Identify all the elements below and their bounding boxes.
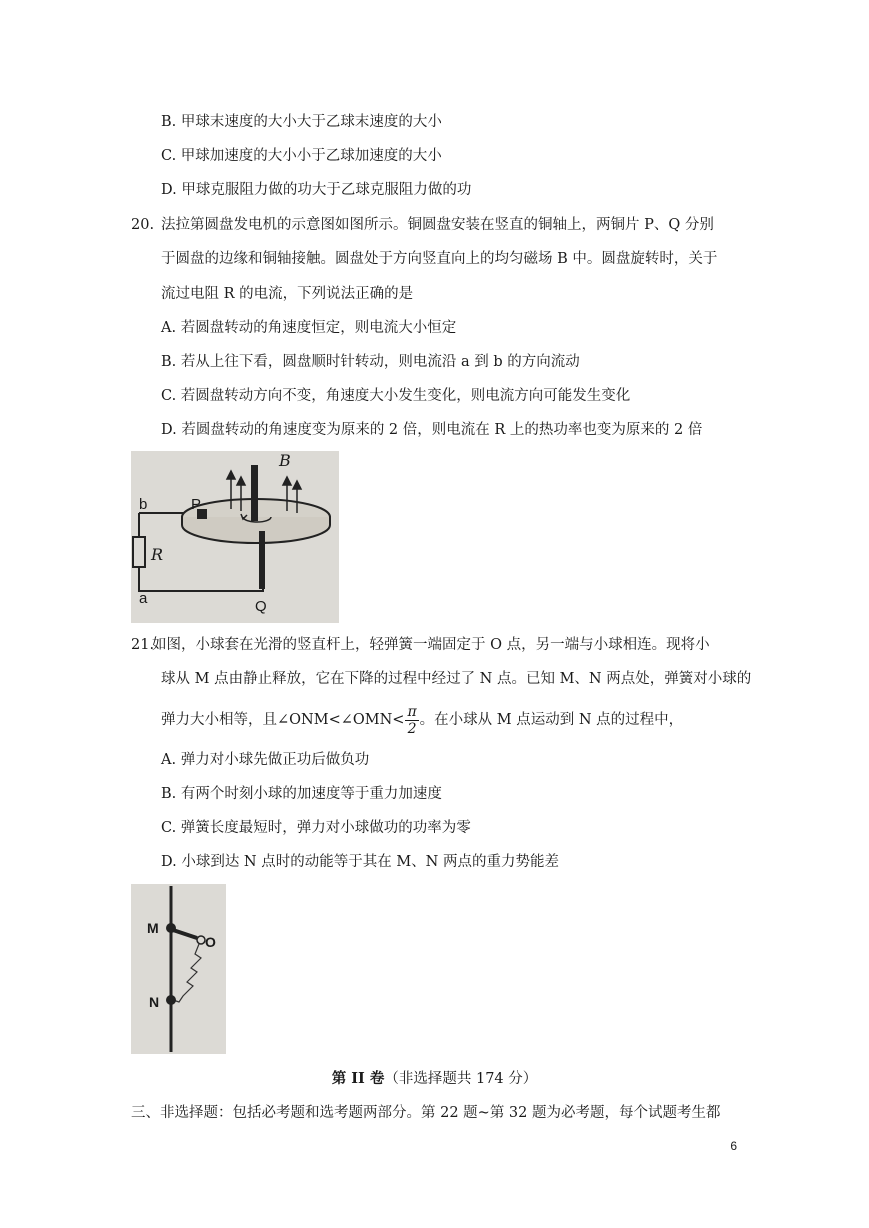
label-m: M [147,920,159,936]
q21-option-c: C. 弹簧长度最短时，弹力对小球做功的功率为零 [161,820,471,836]
q21-text-line-1: 如图，小球套在光滑的竖直杆上，轻弹簧一端固定于 O 点，另一端与小球相连。现将小 [152,637,710,653]
q19-option-d: D. 甲球克服阻力做的功大于乙球克服阻力做的功 [161,182,472,198]
q21-number: 21. [131,637,155,653]
label-magnetic-b: B [279,451,291,470]
q21-option-b: B. 有两个时刻小球的加速度等于重力加速度 [161,786,442,802]
q19-option-c: C. 甲球加速度的大小小于乙球加速度的大小 [161,148,442,164]
page-number: 6 [730,1139,737,1153]
label-q: Q [255,598,267,615]
label-p: P [191,496,202,513]
q20-option-c: C. 若圆盘转动方向不变，角速度大小发生变化，则电流方向可能发生变化 [161,388,631,404]
label-b: b [139,496,148,513]
label-o: O [205,934,216,950]
label-n: N [149,994,160,1010]
q21-option-a: A. 弹力对小球先做正功后做负功 [161,752,370,768]
q20-option-d: D. 若圆盘转动的角速度变为原来的 2 倍，则电流在 R 上的热功率也变为原来的 2 倍 [161,422,703,438]
frac-numerator: π [407,703,417,720]
q20-text-line-2: 于圆盘的边缘和铜轴接触。圆盘处于方向竖直向上的均匀磁场 B 中。圆盘旋转时，关于 [161,251,718,267]
spring-icon [173,944,201,1002]
q21-line3-pre: 弹力大小相等，且∠ONM<∠OMN< [161,712,405,728]
q21-text-line-3 [161,702,683,738]
frac-denominator: 2 [407,720,417,737]
spring-rod-diagram [131,884,226,1054]
section-title [0,1069,869,1089]
faraday-disk-diagram [131,451,339,623]
resistor-icon [133,537,145,567]
section-title-main: 第 II 卷 [331,1070,385,1087]
spring-rod-figure [131,884,226,1054]
q20-option-a: A. 若圆盘转动的角速度恒定，则电流大小恒定 [161,320,457,336]
q21-text-line-2: 球从 M 点由静止释放，它在下降的过程中经过了 N 点。已知 M、N 两点处，弹簧对小球的 [161,671,752,687]
label-r: R [151,545,164,564]
label-a: a [139,590,148,607]
q19-option-b: B. 甲球末速度的大小大于乙球末速度的大小 [161,114,442,130]
q20-number: 20. [131,217,155,233]
q20-text-line-1: 法拉第圆盘发电机的示意图如图所示。铜圆盘安装在竖直的铜轴上，两铜片 P、Q 分别 [161,217,714,233]
q20-option-b: B. 若从上往下看，圆盘顺时针转动，则电流沿 a 到 b 的方向流动 [161,354,580,370]
section-subtitle: （非选择题共 174 分） [384,1071,538,1087]
q21-line3-post: 。在小球从 M 点运动到 N 点的过程中， [419,712,684,728]
q21-option-d: D. 小球到达 N 点时的动能等于其在 M、N 两点的重力势能差 [161,854,559,870]
pi-over-2-fraction [405,704,418,737]
faraday-disk-figure [131,451,339,623]
q20-text-line-3: 流过电阻 R 的电流，下列说法正确的是 [161,286,414,302]
part3-text: 三、非选择题：包括必考题和选考题两部分。第 22 题~第 32 题为必考题，每个试题考生都 [131,1105,721,1121]
